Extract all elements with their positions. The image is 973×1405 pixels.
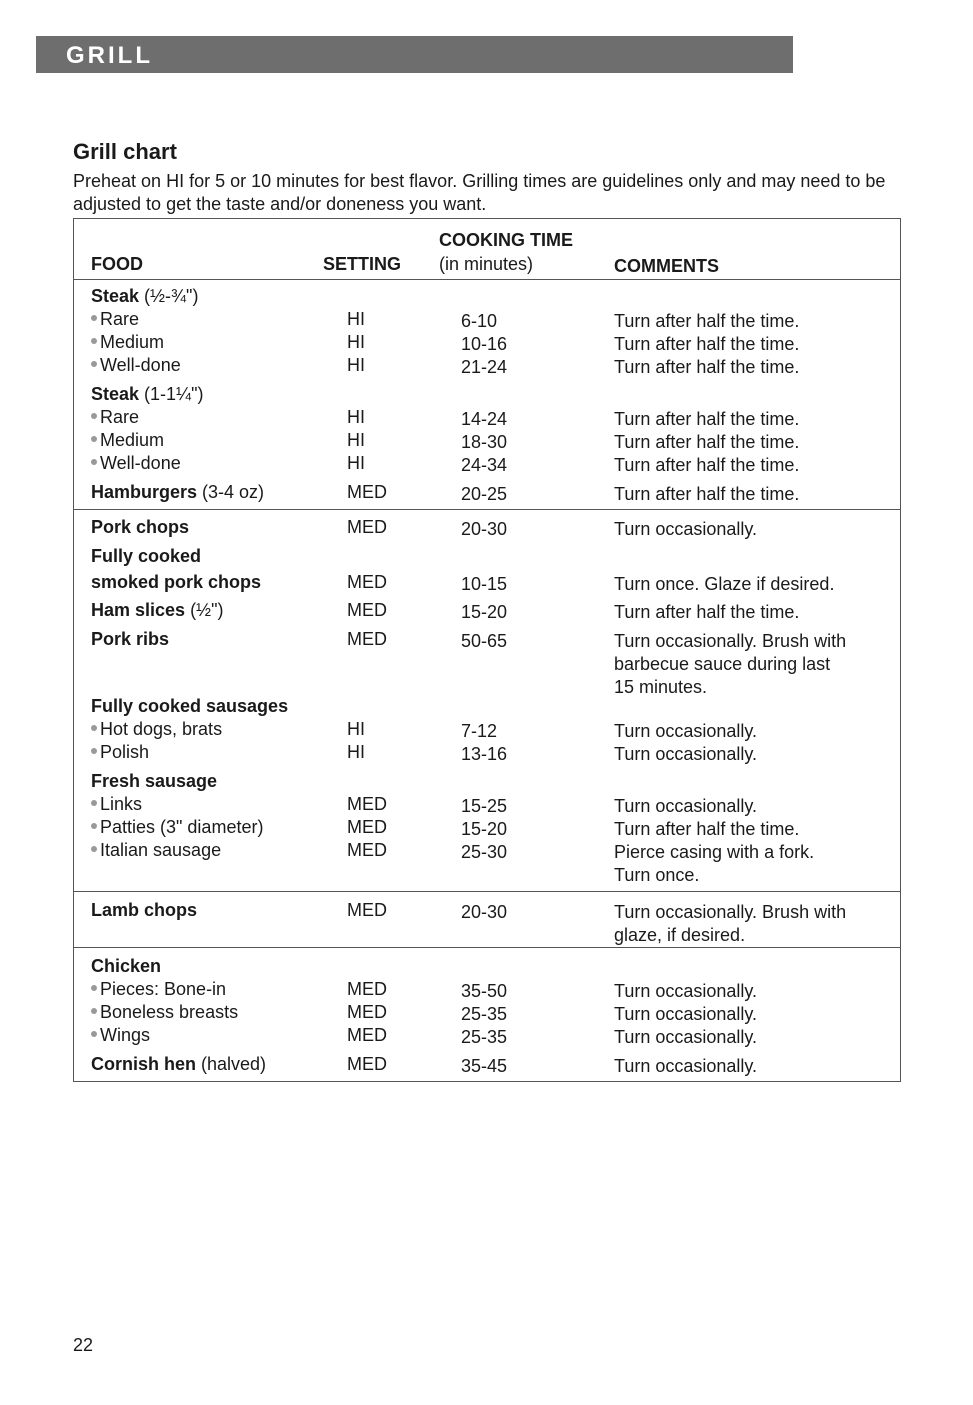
header-food: FOOD [91, 254, 143, 274]
setting-cell: MED [347, 840, 387, 860]
food-cell [91, 899, 197, 922]
comment-cell: Turn after half the time. [614, 432, 800, 452]
food-label: Medium [100, 430, 165, 450]
food-detail: (½") [185, 600, 224, 620]
comment-cell: Turn occasionally. [614, 981, 758, 1001]
bullet-icon [91, 338, 97, 344]
setting-cell: MED [347, 1054, 387, 1074]
comment-cell: Turn occasionally. [614, 796, 758, 816]
food-label: Pork chops [91, 517, 190, 537]
food-cell [91, 406, 139, 429]
time-cell: 35-45 [461, 1056, 508, 1076]
header-cooking-time: COOKING TIME [439, 230, 573, 250]
header-time-unit: (in minutes) [439, 254, 534, 274]
group-divider [74, 947, 900, 948]
food-cell [91, 1024, 150, 1047]
setting-cell: MED [347, 1002, 387, 1022]
time-cell: 24-34 [461, 455, 508, 475]
bullet-icon [91, 436, 97, 442]
comment-cell: Pierce casing with a fork. [614, 842, 815, 862]
food-cell [91, 1053, 266, 1076]
food-cell [91, 793, 142, 816]
setting-cell: HI [347, 430, 365, 450]
header-setting: SETTING [323, 254, 402, 274]
comment-cell: barbecue sauce during last [614, 654, 831, 674]
comment-cell: Turn once. [614, 865, 700, 885]
comment-cell: Turn occasionally. [614, 1004, 758, 1024]
comment-cell: Turn occasionally. Brush with [614, 631, 847, 651]
food-cell [91, 545, 201, 568]
setting-cell: HI [347, 407, 365, 427]
bullet-icon [91, 1031, 97, 1037]
comment-cell: Turn occasionally. Brush with [614, 902, 847, 922]
bullet-icon [91, 413, 97, 419]
group-divider [74, 891, 900, 892]
comment-cell: Turn occasionally. [614, 1027, 758, 1047]
food-label: Wings [100, 1025, 151, 1045]
food-cell [91, 695, 288, 718]
bullet-icon [91, 459, 97, 465]
food-label: Lamb chops [91, 900, 198, 920]
comment-cell: Turn after half the time. [614, 334, 800, 354]
comment-cell: Turn after half the time. [614, 484, 800, 504]
bullet-icon [91, 823, 97, 829]
food-cell [91, 718, 222, 741]
setting-cell: HI [347, 719, 365, 739]
time-cell: 15-20 [461, 602, 508, 622]
bullet-icon [91, 846, 97, 852]
comment-cell: glaze, if desired. [614, 925, 746, 945]
food-label: Pieces: Bone-in [100, 979, 227, 999]
time-cell: 21-24 [461, 357, 508, 377]
food-cell [91, 599, 223, 622]
time-cell: 14-24 [461, 409, 508, 429]
bullet-icon [91, 748, 97, 754]
food-cell [91, 628, 169, 651]
food-cell [91, 481, 264, 504]
food-detail: (halved) [196, 1054, 267, 1074]
section-header-bar [36, 36, 793, 73]
time-cell: 13-16 [461, 744, 508, 764]
comment-cell: Turn after half the time. [614, 311, 800, 331]
food-label: Fully cooked [91, 546, 202, 566]
setting-cell: MED [347, 900, 387, 920]
time-cell: 6-10 [461, 311, 498, 331]
food-label: Patties (3" diameter) [100, 817, 264, 837]
food-cell [91, 839, 221, 862]
comment-cell: 15 minutes. [614, 677, 708, 697]
food-detail: (1-1¼") [139, 384, 204, 404]
food-label: Fully cooked sausages [91, 696, 289, 716]
food-label: Rare [100, 309, 140, 329]
comment-cell: Turn occasionally. [614, 744, 758, 764]
comment-cell: Turn after half the time. [614, 357, 800, 377]
food-cell [91, 383, 203, 406]
setting-cell: MED [347, 600, 387, 620]
intro-text: Preheat on HI for 5 or 10 minutes for best flavor. Grilling times are guidelines only and may need to be adjusted to get the taste and/or doneness you want. [73, 171, 886, 214]
setting-cell: MED [347, 794, 387, 814]
comment-cell: Turn occasionally. [614, 721, 758, 741]
time-cell: 15-25 [461, 796, 508, 816]
chart-title: Grill chart [73, 139, 177, 164]
food-cell [91, 516, 189, 539]
comment-cell: Turn after half the time. [614, 455, 800, 475]
food-cell [91, 452, 181, 475]
food-label: Links [100, 794, 143, 814]
time-cell: 25-30 [461, 842, 508, 862]
food-label: Polish [100, 742, 150, 762]
food-label: Cornish hen [91, 1054, 197, 1074]
time-cell: 10-15 [461, 574, 508, 594]
food-cell [91, 429, 164, 452]
setting-cell: MED [347, 817, 387, 837]
time-cell: 20-30 [461, 902, 508, 922]
bullet-icon [91, 725, 97, 731]
food-cell [91, 571, 261, 594]
setting-cell: HI [347, 355, 365, 375]
food-cell [91, 770, 217, 793]
setting-cell: MED [347, 517, 387, 537]
food-cell [91, 285, 198, 308]
setting-cell: MED [347, 482, 387, 502]
bullet-icon [91, 800, 97, 806]
time-cell: 10-16 [461, 334, 508, 354]
food-label: Hot dogs, brats [100, 719, 223, 739]
time-cell: 18-30 [461, 432, 508, 452]
comment-cell: Turn once. Glaze if desired. [614, 574, 835, 594]
comment-cell: Turn after half the time. [614, 819, 800, 839]
setting-cell: MED [347, 572, 387, 592]
food-cell [91, 955, 161, 978]
section-title: GRILL [66, 42, 153, 69]
setting-cell: MED [347, 1025, 387, 1045]
food-cell [91, 354, 181, 377]
food-cell [91, 1001, 238, 1024]
food-label: Chicken [91, 956, 162, 976]
time-cell: 25-35 [461, 1027, 508, 1047]
time-cell: 50-65 [461, 631, 508, 651]
food-label: Steak [91, 286, 140, 306]
food-label: Well-done [100, 453, 181, 473]
setting-cell: HI [347, 309, 365, 329]
food-label: Pork ribs [91, 629, 170, 649]
header-comments: COMMENTS [614, 256, 719, 276]
comment-cell: Turn occasionally. [614, 519, 758, 539]
time-cell: 20-25 [461, 484, 508, 504]
food-label: Hamburgers [91, 482, 198, 502]
food-label: Steak [91, 384, 140, 404]
group-divider [74, 509, 900, 510]
setting-cell: HI [347, 742, 365, 762]
food-label: Ham slices [91, 600, 186, 620]
bullet-icon [91, 1008, 97, 1014]
food-cell [91, 308, 139, 331]
time-cell: 25-35 [461, 1004, 508, 1024]
grill-chart-table [73, 218, 901, 1082]
food-label: Boneless breasts [100, 1002, 239, 1022]
food-detail: (½-¾") [139, 286, 199, 306]
comment-cell: Turn after half the time. [614, 602, 800, 622]
time-cell: 15-20 [461, 819, 508, 839]
food-label: Fresh sausage [91, 771, 218, 791]
setting-cell: MED [347, 979, 387, 999]
bullet-icon [91, 315, 97, 321]
food-cell [91, 816, 263, 839]
time-cell: 20-30 [461, 519, 508, 539]
page-number: 22 [73, 1335, 94, 1355]
food-cell [91, 331, 164, 354]
food-detail: (3-4 oz) [197, 482, 265, 502]
food-label: Well-done [100, 355, 181, 375]
food-label: Italian sausage [100, 840, 222, 860]
food-cell [91, 741, 149, 764]
bullet-icon [91, 361, 97, 367]
setting-cell: MED [347, 629, 387, 649]
food-label: smoked pork chops [91, 572, 262, 592]
time-cell: 35-50 [461, 981, 508, 1001]
food-cell [91, 978, 226, 1001]
header-divider [74, 279, 900, 280]
food-label: Rare [100, 407, 140, 427]
comment-cell: Turn after half the time. [614, 409, 800, 429]
setting-cell: HI [347, 332, 365, 352]
food-label: Medium [100, 332, 165, 352]
bullet-icon [91, 985, 97, 991]
comment-cell: Turn occasionally. [614, 1056, 758, 1076]
time-cell: 7-12 [461, 721, 498, 741]
setting-cell: HI [347, 453, 365, 473]
